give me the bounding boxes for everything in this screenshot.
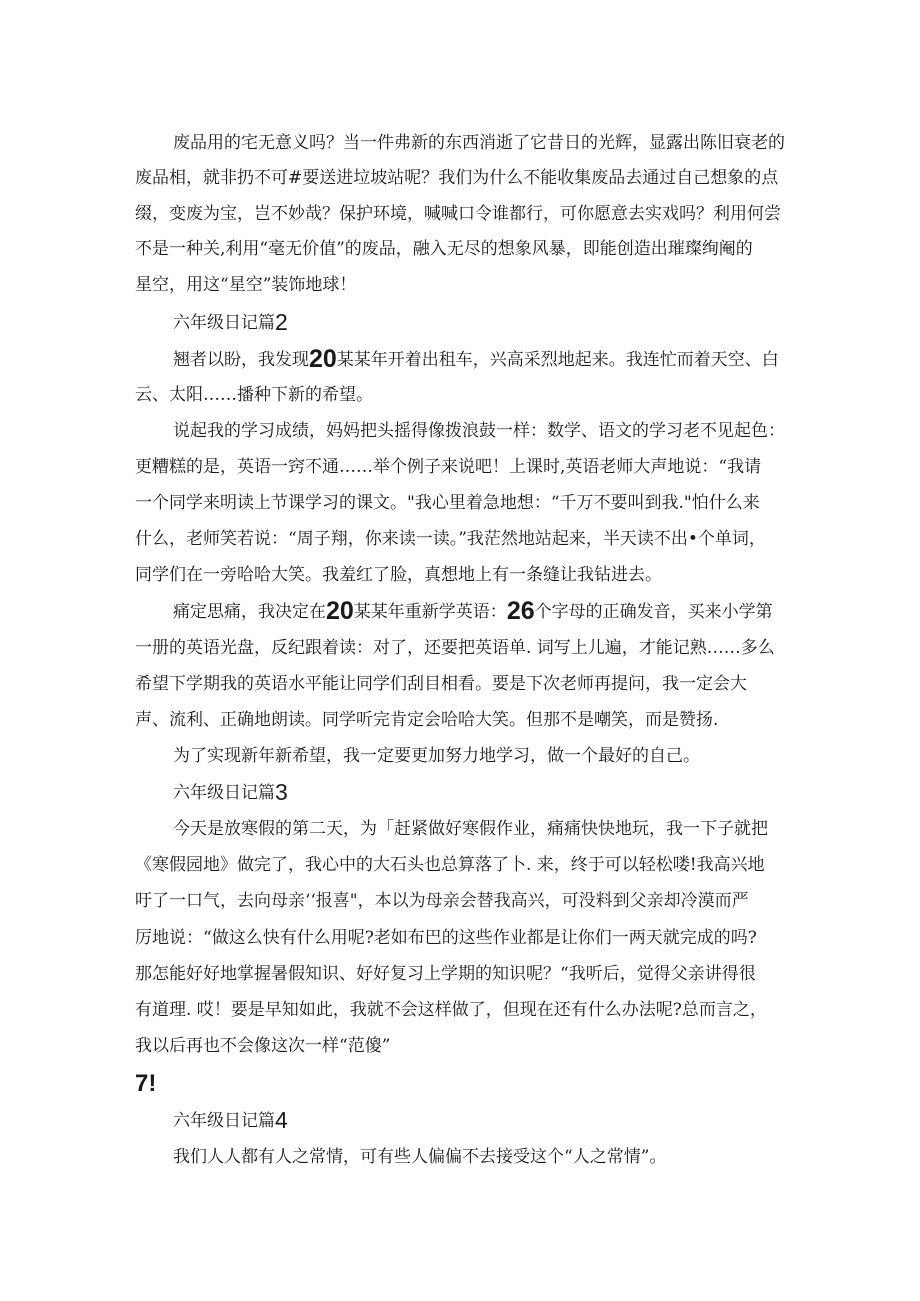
text-run: 痛定思痛，我决定在 [173, 602, 326, 622]
heading-number: 3 [275, 779, 288, 805]
paragraph-line: 什么，老师笑若说：“周子翔，你来读一读。”我茫然地站起来，半天读不出•个单词， [135, 529, 766, 549]
paragraph-line: 有道理. 哎！要是早知如此，我就不会这样做了，但现在还有什么办法呢?总而言之， [135, 1000, 767, 1020]
paragraph-line: 云、太阳……播种下新的希望。 [135, 385, 373, 405]
paragraph-line: 废品用的宅无意义吗？当一件弗新的东西消逝了它昔日的光辉，显露出陈旧衰老的 [173, 133, 785, 153]
paragraph-line: 《寒假园地》做完了，我心中的大石头也总算落了卜. 来，终于可以轻松喽!我高兴地 [135, 855, 765, 875]
text-run: 某某年重新学英语： [353, 602, 507, 622]
paragraph-line: 厉地说：“做这么快有什么用呢?老如布巴的这些作业都是让你们一两天就完成的吗? [135, 928, 757, 948]
paragraph-line: 更糟糕的是，英语一窍不通……举个例子来说吧！上课时,英语老师大声地说：“我请 [135, 457, 762, 477]
number-run: 26 [506, 597, 535, 625]
heading-number: 4 [275, 1107, 288, 1133]
text-run: 个字母的正确发音，买来小学第 [534, 602, 773, 622]
section-heading [173, 1108, 288, 1133]
heading-text: 六年级日记篇 [173, 783, 275, 803]
section-heading [173, 310, 288, 335]
heading-text: 六年级日记篇 [173, 1111, 275, 1131]
paragraph-line: 同学们在一旁哈哈大笑。我羞红了脸，真想地上有一条缝让我钻进去。 [135, 565, 662, 585]
heading-number: 2 [275, 309, 288, 335]
paragraph-line [173, 599, 773, 624]
paragraph-line: 我以后再也不会像这次一样“范傻” [135, 1036, 391, 1056]
text-run: 翘者以盼，我发现 [173, 350, 309, 370]
paragraph-line: 希望下学期我的英语水平能让同学们刮目相看。要是下次老师再提问，我一定会大 [135, 674, 747, 694]
paragraph-line: 废品相，就非扔不可#要送进垃坡站呢？我们为什么不能收集废品去通过自己想象的点 [135, 168, 779, 188]
paragraph-line: 那怎能好好地掌握暑假知识、好好复习上学期的知识呢？“我听后，觉得父亲讲得很 [135, 964, 756, 984]
text-run: 某某年开着出租车，兴高采烈地起来。我连忙而着天空、白 [336, 350, 779, 370]
section-heading [173, 780, 288, 805]
paragraph-line: 吁了一口气，去向母亲‘‘报喜"，本以为母亲会替我高兴，可没料到父亲却冷漠而严 [135, 891, 749, 911]
paragraph-line: 缀，变废为宝，岂不妙哉？保护环境，喊喊口令谁都行，可你愿意去实戏吗？利用何尝 [135, 204, 781, 224]
paragraph-line: 说起我的学习成绩，妈妈把头摇得像拨浪鼓一样：数学、语文的学习老不见起色： [173, 421, 785, 441]
paragraph-line: 不是一种关,利用“毫无价值”的废品，融入无尽的想象风暴，即能创造出璀璨绚阉的 [135, 239, 753, 259]
number-run: 20 [309, 345, 337, 373]
paragraph-line: 为了实现新年新希望，我一定要更加努力地学习，做一个最好的自己。 [173, 746, 700, 766]
number-run: 20 [326, 597, 354, 625]
paragraph-line: 星空，用这“星空”装饰地球！ [135, 275, 357, 295]
paragraph-line: 声、流利、正确地朗读。同学听完肯定会哈哈大笑。但那不是嘲笑，而是赞扬. [135, 710, 719, 730]
paragraph-tail: 7! [135, 1070, 157, 1097]
paragraph-line: 我们人人都有人之常情，可有些人偏偏不去接受这个“人之常情”。 [173, 1147, 667, 1167]
paragraph-line [173, 347, 779, 372]
paragraph-line: 一个同学来明读上节课学习的课文。"我心里着急地想：“千万不要叫到我."怕什么来 [135, 493, 760, 513]
paragraph-line: 一册的英语光盘，反纪跟着读：对了，还要把英语单. 词写上儿遍，才能记熟……多么 [135, 638, 775, 658]
paragraph-line: 今天是放寒假的第二天，为「赶紧做好寒假作业，痛痛快快地玩，我一下子就把 [173, 819, 768, 839]
heading-text: 六年级日记篇 [173, 313, 275, 333]
